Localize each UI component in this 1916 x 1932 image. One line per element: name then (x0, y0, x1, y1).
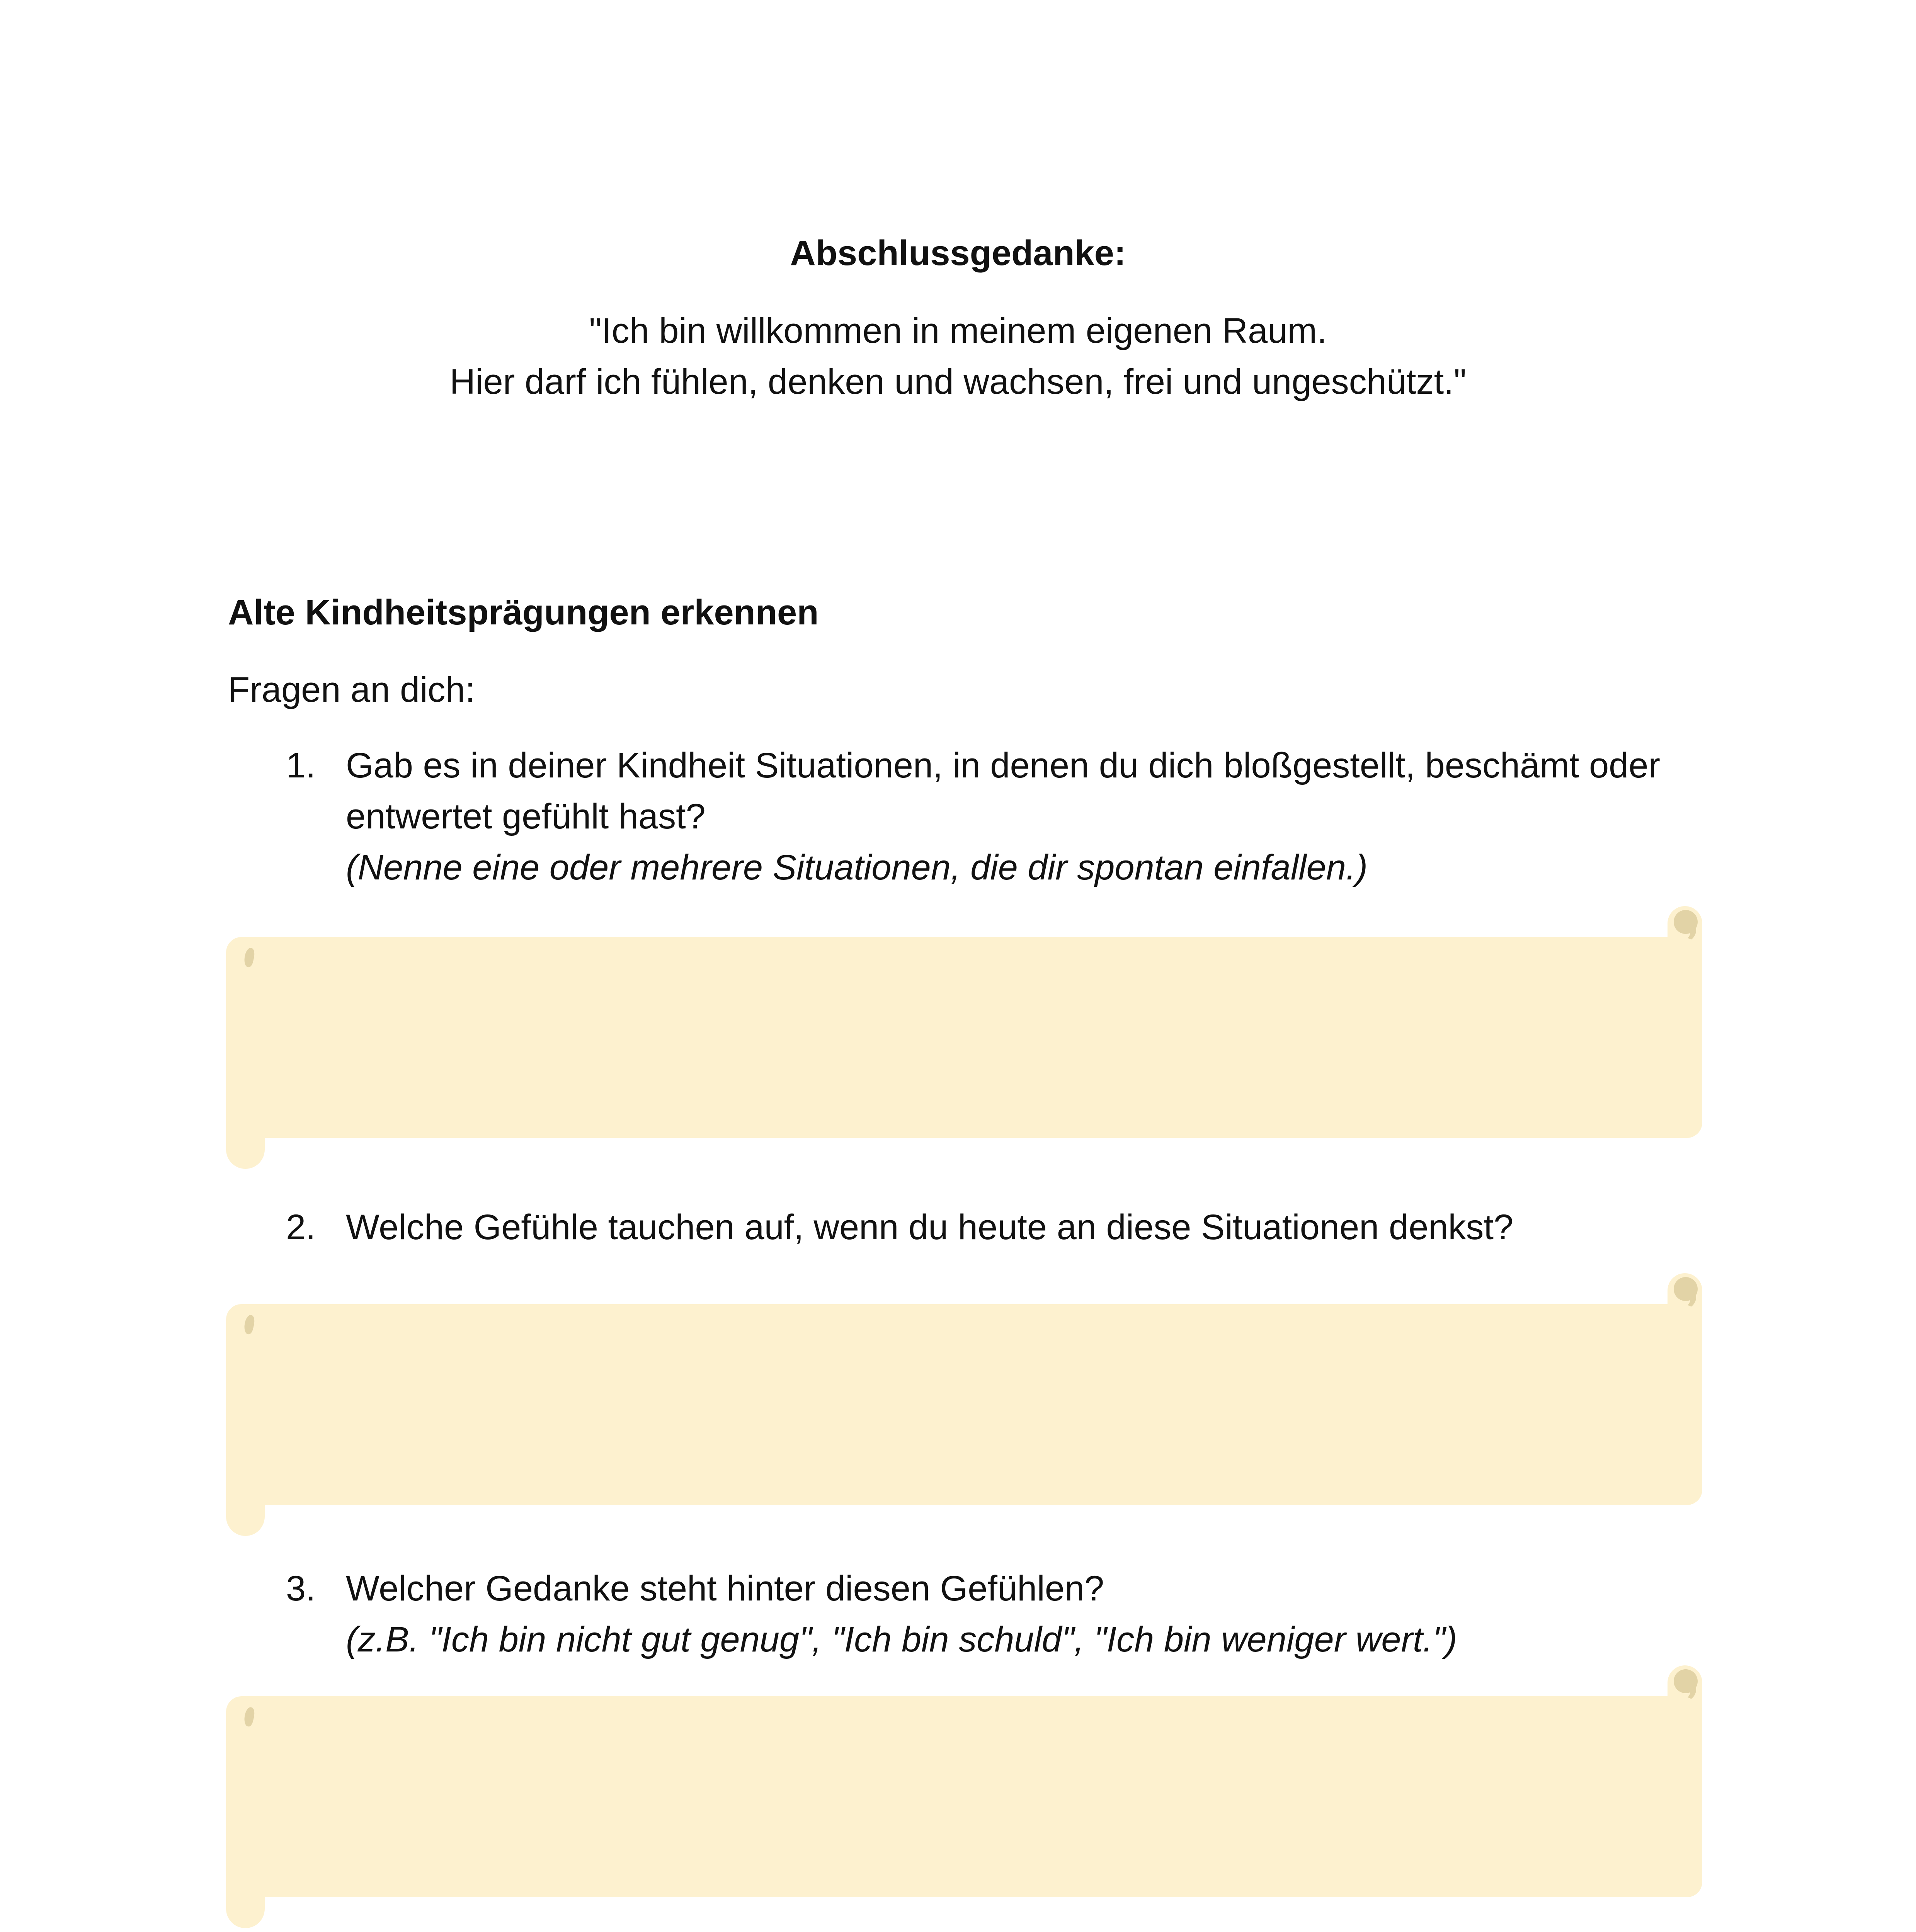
closing-quote-line-2: Hier darf ich fühlen, denken und wachsen, frei und ungeschützt." (449, 362, 1467, 401)
scroll-tail (226, 1882, 265, 1928)
answer-box-3[interactable] (226, 1696, 1702, 1897)
scroll-curl-icon (1674, 1277, 1698, 1301)
question-1-number: 1. (286, 746, 316, 785)
scroll-curl-icon (1674, 1669, 1698, 1693)
closing-title: Abschlussgedanke: (790, 233, 1126, 273)
section-title: Alte Kindheitsprägungen erkennen (228, 593, 819, 632)
answer-box-2[interactable] (226, 1304, 1702, 1505)
question-1-text (346, 740, 1714, 893)
scroll-mark-icon (243, 947, 256, 968)
closing-quote (0, 305, 1916, 407)
question-3-hint: (z.B. "Ich bin nicht gut genug", "Ich bin schuld", "Ich bin weniger wert.") (346, 1620, 1457, 1659)
question-2-line-1: Welche Gefühle tauchen auf, wenn du heute an diese Situationen denkst? (346, 1208, 1514, 1247)
answer-box-1[interactable] (226, 937, 1702, 1138)
scroll-mark-icon (243, 1706, 256, 1727)
question-3-text (346, 1563, 1714, 1665)
scroll-tail (226, 1122, 265, 1169)
question-3-line-1: Welcher Gedanke steht hinter diesen Gefühlen? (346, 1569, 1104, 1608)
question-1-line-2: entwertet gefühlt hast? (346, 797, 706, 836)
question-1-hint: (Nenne eine oder mehrere Situationen, die dir spontan einfallen.) (346, 848, 1368, 887)
scroll-tail (226, 1490, 265, 1536)
intro-text: Fragen an dich: (228, 670, 475, 709)
question-2-number: 2. (286, 1208, 316, 1247)
closing-quote-line-1: "Ich bin willkommen in meinem eigenen Raum. (589, 311, 1327, 350)
question-2-text (346, 1202, 1714, 1253)
scroll-curl-icon (1674, 910, 1698, 934)
question-3-number: 3. (286, 1569, 316, 1608)
question-1-line-1: Gab es in deiner Kindheit Situationen, in denen du dich bloßgestellt, beschämt oder (346, 746, 1661, 785)
scroll-mark-icon (243, 1314, 256, 1335)
